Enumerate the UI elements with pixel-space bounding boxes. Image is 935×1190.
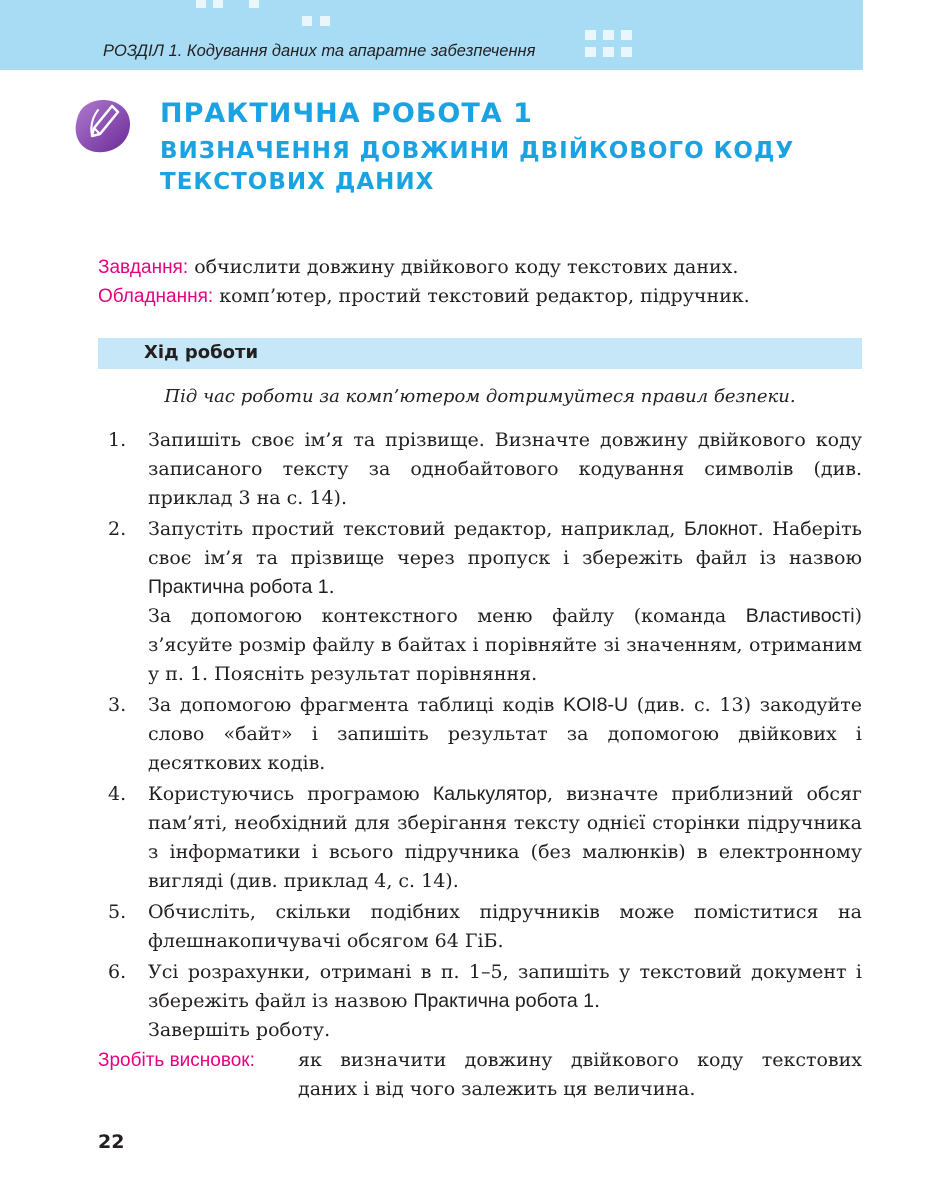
- progress-title: Хід роботи: [144, 342, 259, 363]
- conclusion-label: Зробіть висновок:: [98, 1050, 255, 1071]
- step-item: [104, 780, 862, 896]
- step-text: Запустіть простий текстовий редактор, наприклад, Блокнот. Наберіть своє ім’я та прізвище через пропуск і збережіть файл із назвою Практична робота 1.: [148, 518, 862, 598]
- step-number: 4.: [108, 783, 127, 805]
- task-meta: [98, 253, 868, 311]
- step-text: Користуючись програмою Калькулятор, визначте приблизний обсяг пам’яті, необхідний для зберігання тексту однієї сторінки підручника з інформатики і всього підручника (без малюнків) в електронному вигляді (див. приклад 4, с. 14).: [148, 783, 863, 892]
- safety-note: Під час роботи за комп’ютером дотримуйтеся правил безпеки.: [164, 386, 796, 407]
- work-subtitle-line-2: ТЕКСТОВИХ ДАНИХ: [160, 169, 435, 195]
- file-name: Практична робота 1: [148, 576, 329, 598]
- step-item: [104, 691, 862, 778]
- steps-list: [104, 426, 862, 1047]
- step-item: [104, 515, 862, 689]
- step-text: Завершіть роботу.: [148, 1019, 331, 1041]
- step-text: Запишіть своє ім’я та прізвище. Визначте довжину двійкового коду записаного тексту за однобайтового кодування символів (див. приклад 3 на с. 14).: [148, 429, 862, 509]
- section-label: РОЗДІЛ 1. Кодування даних та апаратне забезпечення: [103, 42, 536, 60]
- equipment-text: комп’ютер, простий текстовий редактор, підручник.: [219, 285, 750, 307]
- equipment-label: Обладнання:: [98, 286, 214, 307]
- step-text: Обчисліть, скільки подібних підручників може поміститися на флешнакопичувачі обсягом 64 ГіБ.: [148, 901, 862, 952]
- step-text: За допомогою контекстного меню файлу (команда Властивості) з’ясуйте розмір файлу в байтах і порівняйте зі значенням, отриманим у п. 1. Поясніть результат порівняння.: [148, 605, 862, 685]
- code-table-name: KOI8-U: [563, 694, 629, 716]
- step-number: 3.: [108, 694, 127, 716]
- page-number: 22: [98, 1131, 125, 1153]
- title-block: [160, 96, 860, 198]
- progress-header: [98, 338, 862, 369]
- conclusion: [98, 1046, 862, 1104]
- equipment-line: [98, 282, 868, 311]
- task-text: обчислити довжину двійкового коду текстових даних.: [194, 256, 739, 278]
- command-name: Властивості: [745, 605, 855, 627]
- step-item: [104, 898, 862, 956]
- conclusion-text: як визначити довжину двійкового коду текстових даних і від чого залежить ця величина.: [298, 1049, 862, 1100]
- file-name: Практична робота 1: [413, 990, 595, 1012]
- pen-on-blob-icon: [74, 96, 132, 154]
- work-subtitle-line-1: ВИЗНАЧЕННЯ ДОВЖИНИ ДВІЙКОВОГО КОДУ: [160, 138, 795, 164]
- step-item: [104, 426, 862, 513]
- step-item: [104, 958, 862, 1045]
- step-text: За допомогою фрагмента таблиці кодів KOI8-U (див. с. 13) закодуйте слово «байт» і запишіть результат за допомогою двійкових і десяткових кодів.: [148, 694, 863, 774]
- task-label: Завдання:: [98, 257, 189, 278]
- step-number: 1.: [108, 429, 127, 451]
- task-line: [98, 253, 868, 282]
- step-text: Усі розрахунки, отримані в п. 1–5, запишіть у текстовий документ і збережіть файл із назвою Практична робота 1.: [148, 961, 862, 1012]
- app-name-notepad: Блокнот: [684, 518, 758, 540]
- step-number: 5.: [108, 901, 127, 923]
- work-title: ПРАКТИЧНА РОБОТА 1: [160, 98, 533, 129]
- step-number: 6.: [108, 961, 127, 983]
- app-name-calculator: Калькулятор: [432, 783, 547, 805]
- step-number: 2.: [108, 518, 127, 540]
